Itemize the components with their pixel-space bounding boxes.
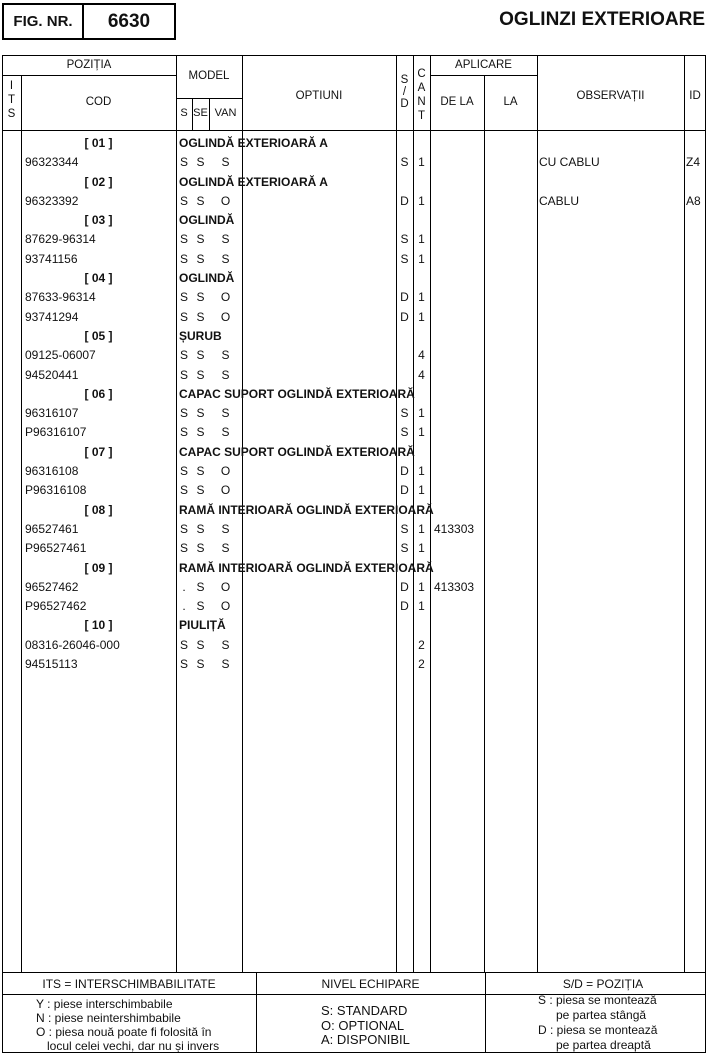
legend-sd — [538, 993, 657, 1053]
model-van-value: S — [221, 406, 230, 421]
legend-its-line: locul celei vechi, dar nu și invers — [47, 1039, 220, 1053]
header-sd-letter: D — [400, 98, 409, 110]
side-value: S — [400, 425, 409, 440]
model-s-value: S — [179, 541, 188, 556]
model-se-value: S — [196, 309, 205, 324]
part-code: P96527461 — [25, 541, 87, 556]
model-s-value: S — [179, 367, 188, 382]
quantity-value: 1 — [418, 541, 425, 556]
header-its-letter: T — [7, 94, 16, 106]
model-se-value: S — [196, 155, 205, 170]
part-code: P96527462 — [25, 599, 87, 614]
model-se-value: S — [196, 483, 205, 498]
header-observatii: OBSERVAȚII — [576, 90, 645, 102]
quantity-value: 1 — [418, 251, 425, 266]
model-van-value: O — [220, 193, 231, 208]
group-row — [0, 327, 708, 346]
group-row — [0, 501, 708, 520]
header-cant-letter: T — [417, 110, 426, 122]
model-van-value: S — [221, 637, 230, 652]
model-se-value: S — [196, 425, 205, 440]
part-row — [0, 597, 708, 616]
header-aplicare: APLICARE — [455, 59, 512, 71]
part-code: 96323392 — [25, 193, 79, 208]
part-row — [0, 288, 708, 307]
position-number: [ 01 ] — [84, 136, 113, 150]
part-description: CAPAC SUPORT OGLINDĂ EXTERIOARĂ — [179, 386, 415, 401]
position-number: [ 05 ] — [84, 328, 113, 343]
model-van-value: S — [221, 425, 230, 440]
model-s-value: S — [179, 232, 188, 247]
header-its-letter: S — [7, 108, 16, 120]
legend-sd-line: pe partea dreaptă — [556, 1038, 651, 1052]
quantity-value: 2 — [418, 657, 425, 672]
group-row — [0, 616, 708, 635]
header-model-s: S — [180, 107, 188, 119]
header-pozitia: POZIȚIA — [66, 59, 112, 71]
legend-sd-line: D : piesa se montează — [538, 1023, 658, 1037]
part-row — [0, 192, 708, 211]
legend-sd-title: S/D = POZIȚIA — [562, 977, 644, 991]
position-number: [ 07 ] — [84, 444, 113, 459]
model-van-value: S — [221, 367, 230, 382]
quantity-value: 1 — [418, 425, 425, 440]
part-row — [0, 366, 708, 385]
part-code: 96527461 — [25, 521, 79, 536]
part-row — [0, 578, 708, 597]
part-code: 94520441 — [25, 367, 79, 382]
table-rule — [2, 130, 706, 131]
side-value: S — [400, 232, 409, 247]
side-value: D — [400, 483, 409, 498]
model-se-value: S — [196, 541, 205, 556]
part-code: 96316108 — [25, 464, 79, 479]
header-sd — [396, 74, 413, 110]
header-id: ID — [689, 90, 701, 102]
model-s-value: S — [179, 464, 188, 479]
model-van-value: O — [220, 579, 231, 594]
model-van-value: O — [220, 464, 231, 479]
side-value: S — [400, 521, 409, 536]
side-value: D — [400, 464, 409, 479]
part-code: 96527462 — [25, 579, 79, 594]
legend-nivel-line: O: OPTIONAL — [321, 1017, 405, 1033]
part-row — [0, 462, 708, 481]
part-code: P96316108 — [25, 483, 87, 498]
model-se-value: S — [196, 521, 205, 536]
quantity-value: 4 — [418, 348, 425, 363]
model-s-value: S — [179, 290, 188, 305]
model-se-value: S — [196, 290, 205, 305]
model-se-value: S — [196, 348, 205, 363]
part-row — [0, 423, 708, 442]
model-s-value: S — [179, 251, 188, 266]
quantity-value: 1 — [418, 232, 425, 247]
model-se-value: S — [196, 637, 205, 652]
part-code: 87633-96314 — [25, 290, 96, 305]
header-cant-letter: C — [417, 68, 426, 80]
side-value: D — [400, 309, 409, 324]
model-s-value: S — [179, 309, 188, 324]
part-code: 87629-96314 — [25, 232, 96, 247]
model-van-value: S — [221, 155, 230, 170]
header-model-van: VAN — [214, 107, 237, 119]
applied-from-value: 413303 — [434, 579, 475, 594]
header-la: LA — [503, 96, 518, 108]
group-row — [0, 385, 708, 404]
model-s-value: S — [179, 657, 188, 672]
header-model-se: SE — [193, 107, 208, 119]
observation-value: CU CABLU — [539, 155, 600, 170]
part-row — [0, 539, 708, 558]
group-row — [0, 134, 708, 153]
part-row — [0, 308, 708, 327]
model-s-value: S — [179, 521, 188, 536]
part-row — [0, 636, 708, 655]
quantity-value: 1 — [418, 599, 425, 614]
side-value: S — [400, 406, 409, 421]
model-s-value: S — [179, 155, 188, 170]
figure-label: FIG. NR. — [4, 5, 84, 38]
group-row — [0, 173, 708, 192]
parts-list — [0, 134, 708, 674]
legend-nivel-line: S: STANDARD — [321, 1003, 408, 1018]
header-optiuni: OPTIUNI — [295, 90, 343, 102]
position-number: [ 04 ] — [84, 271, 113, 286]
legend-its — [36, 997, 219, 1053]
group-row — [0, 559, 708, 578]
legend-its-title: ITS = INTERSCHIMBABILITATE — [42, 977, 216, 991]
side-value: D — [400, 579, 409, 594]
model-s-value: S — [179, 193, 188, 208]
group-row — [0, 443, 708, 462]
observation-value: CABLU — [539, 193, 580, 208]
part-description: OGLINDĂ — [179, 271, 235, 286]
part-code: P96316107 — [25, 425, 87, 440]
model-van-value: O — [220, 290, 231, 305]
model-van-value: O — [220, 309, 231, 324]
part-description: PIULIȚĂ — [179, 618, 226, 633]
model-se-value: S — [196, 193, 205, 208]
part-code: 96323344 — [25, 155, 79, 170]
header-its-letter: I — [9, 80, 14, 92]
header-cant-letter: A — [417, 82, 426, 94]
quantity-value: 1 — [418, 155, 425, 170]
position-number: [ 02 ] — [84, 174, 113, 189]
model-van-value: S — [221, 232, 230, 247]
quantity-value: 2 — [418, 637, 425, 652]
model-s-value: S — [179, 348, 188, 363]
model-van-value: S — [221, 541, 230, 556]
header-its — [2, 79, 21, 121]
quantity-value: 1 — [418, 464, 425, 479]
model-van-value: O — [220, 483, 231, 498]
header-cod: COD — [85, 96, 112, 108]
part-code: 94515113 — [25, 657, 78, 672]
legend-sd-line: S : piesa se montează — [538, 993, 657, 1007]
part-description: OGLINDĂ EXTERIOARĂ A — [179, 174, 328, 189]
table-rule — [485, 972, 486, 1053]
part-code: 93741294 — [25, 309, 79, 324]
header-cant — [413, 67, 430, 123]
part-row — [0, 481, 708, 500]
part-row — [0, 655, 708, 674]
part-description: OGLINDĂ EXTERIOARĂ A — [179, 136, 328, 150]
figure-number: 6630 — [107, 10, 151, 32]
side-value: D — [400, 193, 409, 208]
legend-its-line: Y : piese interschimbabile — [36, 997, 173, 1011]
group-row — [0, 211, 708, 230]
applied-from-value: 413303 — [434, 521, 475, 536]
quantity-value: 1 — [418, 290, 425, 305]
part-row — [0, 404, 708, 423]
part-row — [0, 346, 708, 365]
part-description: CAPAC SUPORT OGLINDĂ EXTERIOARĂ — [179, 444, 415, 459]
model-se-value: S — [196, 464, 205, 479]
header-sd-letter: / — [402, 86, 407, 98]
part-row — [0, 153, 708, 172]
legend-sd-line: pe partea stângă — [556, 1008, 647, 1022]
model-se-value: S — [196, 367, 205, 382]
part-description: OGLINDĂ — [179, 213, 235, 228]
quantity-value: 1 — [418, 483, 425, 498]
model-se-value: S — [196, 251, 205, 266]
header-model: MODEL — [188, 70, 230, 82]
model-se-value: S — [196, 579, 205, 594]
model-van-value: S — [221, 251, 230, 266]
model-se-value: S — [196, 599, 205, 614]
side-value: S — [400, 541, 409, 556]
side-value: D — [400, 599, 409, 614]
group-row — [0, 269, 708, 288]
model-s-value: . — [182, 599, 186, 614]
quantity-value: 1 — [418, 193, 425, 208]
side-value: S — [400, 155, 409, 170]
model-van-value: S — [221, 657, 230, 672]
quantity-value: 4 — [418, 367, 425, 382]
legend-its-line: N : piese neintershimbabile — [36, 1011, 181, 1025]
part-row — [0, 230, 708, 249]
side-value: D — [400, 290, 409, 305]
part-code: 09125-06007 — [25, 348, 96, 363]
id-code: A8 — [686, 193, 701, 208]
part-row — [0, 250, 708, 269]
table-rule — [2, 75, 176, 76]
header-sd-letter: S — [400, 74, 409, 86]
position-number: [ 10 ] — [84, 618, 113, 633]
position-number: [ 08 ] — [84, 502, 113, 517]
id-code: Z4 — [686, 155, 701, 170]
model-van-value: O — [220, 599, 231, 614]
part-description: RAMĂ INTERIOARĂ OGLINDĂ EXTERIOARĂ — [179, 502, 434, 517]
legend-nivel — [321, 1004, 410, 1048]
header-de-la: DE LA — [440, 96, 474, 108]
model-s-value: . — [182, 579, 186, 594]
part-description: RAMĂ INTERIOARĂ OGLINDĂ EXTERIOARĂ — [179, 560, 434, 575]
quantity-value: 1 — [418, 309, 425, 324]
model-van-value: S — [221, 348, 230, 363]
model-s-value: S — [179, 406, 188, 421]
part-code: 08316-26046-000 — [25, 637, 120, 652]
legend-nivel-title: NIVEL ECHIPARE — [321, 977, 420, 991]
model-se-value: S — [196, 406, 205, 421]
model-s-value: S — [179, 637, 188, 652]
position-number: [ 09 ] — [84, 560, 113, 575]
model-s-value: S — [179, 425, 188, 440]
part-code: 96316107 — [25, 406, 79, 421]
quantity-value: 1 — [418, 579, 425, 594]
legend-nivel-line: A: DISPONIBIL — [321, 1032, 410, 1047]
model-van-value: S — [221, 521, 230, 536]
quantity-value: 1 — [418, 521, 425, 536]
quantity-value: 1 — [418, 406, 425, 421]
model-se-value: S — [196, 232, 205, 247]
position-number: [ 03 ] — [84, 213, 113, 228]
table-rule — [2, 972, 706, 973]
figure-number-box — [2, 3, 176, 40]
model-se-value: S — [196, 657, 205, 672]
legend-its-line: O : piesa nouă poate fi folosită în — [36, 1025, 212, 1039]
model-s-value: S — [179, 483, 188, 498]
part-description: ȘURUB — [179, 328, 222, 343]
page-title: OGLINZI EXTERIOARE — [499, 9, 705, 30]
header-cant-letter: N — [417, 96, 426, 108]
position-number: [ 06 ] — [84, 386, 113, 401]
side-value: S — [400, 251, 409, 266]
part-code: 93741156 — [25, 251, 78, 266]
part-row — [0, 520, 708, 539]
